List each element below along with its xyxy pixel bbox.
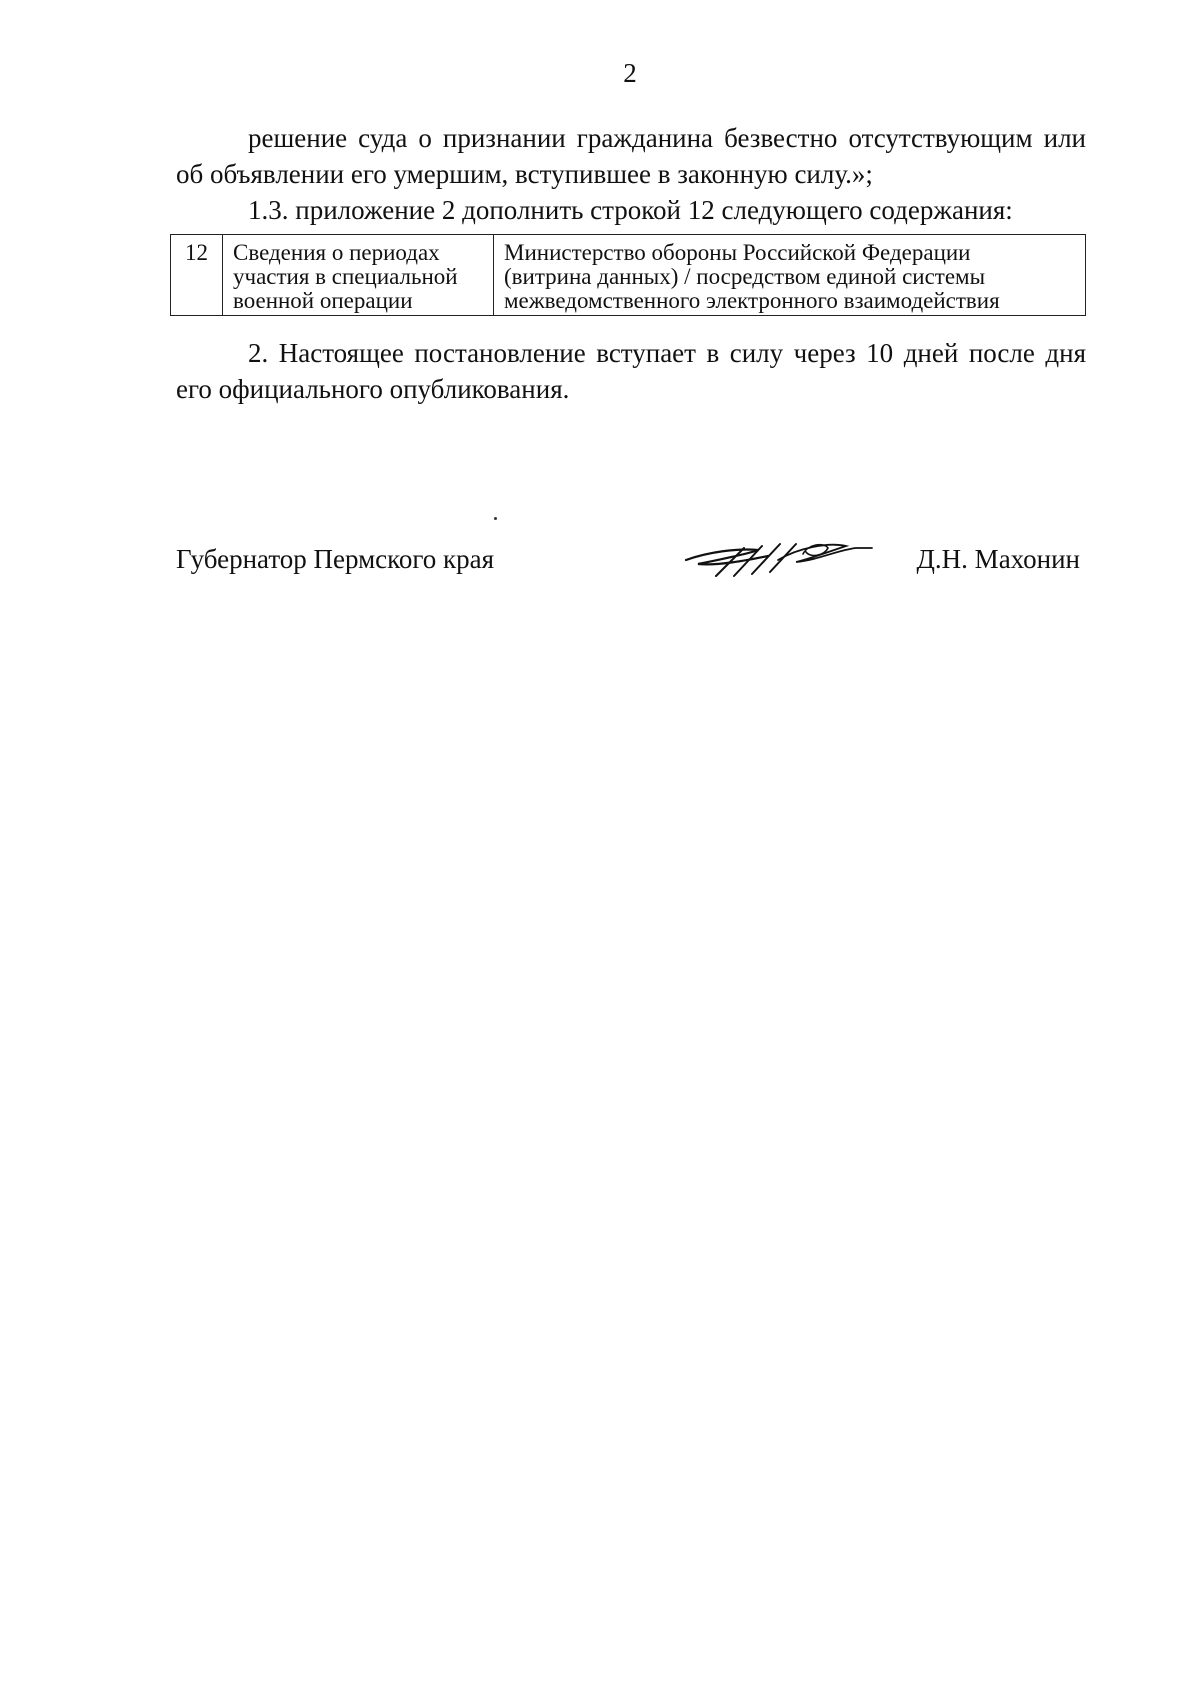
signatory-position: Губернатор Пермского края — [176, 544, 495, 574]
signature-block — [176, 544, 1080, 588]
appendix-row-table — [170, 234, 1086, 316]
source-line: Министерство обороны Российской Федерации — [504, 240, 971, 265]
source-cell — [494, 235, 1086, 316]
info-line: Сведения о периодах — [233, 240, 440, 265]
paragraph-court-decision: решение суда о признании гражданина безвестно отсутствующим или об объявлении его умершим, вступившее в законную силу.»; — [176, 123, 1086, 189]
source-line: (витрина данных) / посредством единой системы — [504, 264, 986, 289]
handwritten-signature — [678, 530, 878, 590]
info-line: военной операции — [233, 288, 413, 313]
info-cell — [223, 235, 494, 316]
scan-speck — [494, 517, 497, 520]
signatory-name: Д.Н. Махонин — [916, 544, 1080, 574]
source-line: межведомственного электронного взаимодействия — [504, 288, 1000, 313]
paragraph-amendment-1-3: 1.3. приложение 2 дополнить строкой 12 следующего содержания: — [248, 195, 1013, 225]
table-row — [171, 235, 1086, 316]
paragraph-entry-into-force: 2. Настоящее постановление вступает в силу через 10 дней после дня его официального опубликования. — [176, 338, 1086, 404]
page-number: 2 — [623, 58, 637, 88]
info-line: участия в специальной — [233, 264, 458, 289]
row-number-cell: 12 — [171, 235, 223, 316]
